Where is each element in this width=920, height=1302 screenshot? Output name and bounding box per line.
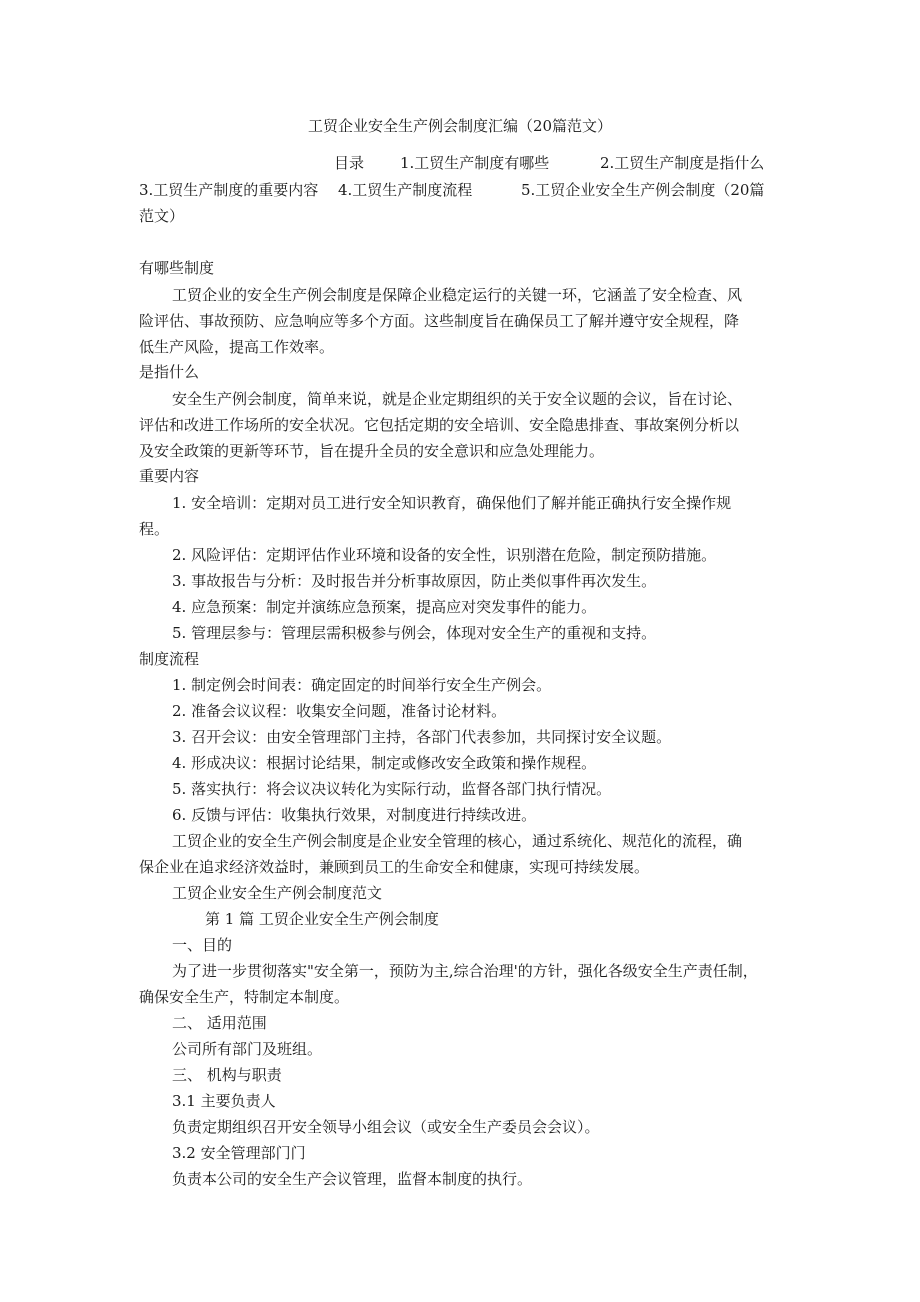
list-item: 5. 落实执行：将会议决议转化为实际行动，监督各部门执行情况。: [172, 780, 612, 798]
toc-item-2[interactable]: 2.工贸生产制度是指什么: [600, 154, 765, 172]
list-item: 1. 安全培训：定期对员工进行安全知识教育，确保他们了解并能正确执行安全操作规: [172, 494, 732, 512]
paragraph-line: 负责本公司的安全生产会议管理，监督本制度的执行。: [172, 1170, 533, 1188]
section-heading: 重要内容: [139, 467, 200, 485]
paragraph-line: 确保安全生产，特制定本制度。: [139, 988, 350, 1006]
list-item: 4. 形成决议：根据讨论结果，制定或修改安全政策和操作规程。: [172, 754, 597, 772]
paragraph-line: 低生产风险，提高工作效率。: [139, 338, 335, 356]
example-heading: 工贸企业安全生产例会制度范文: [172, 884, 383, 902]
list-item: 2. 准备会议议程：收集安全问题，准备讨论材料。: [172, 702, 507, 720]
paragraph-line: 公司所有部门及班组。: [172, 1040, 323, 1058]
list-item: 6. 反馈与评估：收集执行效果，对制度进行持续改进。: [172, 806, 537, 824]
paragraph-line: 险评估、事故预防、应急响应等多个方面。这些制度旨在确保员工了解并遵守安全规程，降: [139, 312, 740, 330]
list-item: 4. 应急预案：制定并演练应急预案，提高应对突发事件的能力。: [172, 598, 597, 616]
list-item: 2. 风险评估：定期评估作业环境和设备的安全性，识别潜在危险，制定预防措施。: [172, 546, 717, 564]
list-item: 1. 制定例会时间表：确定固定的时间举行安全生产例会。: [172, 676, 552, 694]
toc-item-3[interactable]: 3.工贸生产制度的重要内容: [139, 181, 319, 199]
paragraph-line: 为了进一步贯彻落实"安全第一，预防为主,综合治理'的方针，强化各级安全生产责任制，: [172, 962, 758, 980]
toc-item-1[interactable]: 1.工贸生产制度有哪些: [400, 154, 550, 172]
document-title: 工贸企业安全生产例会制度汇编（20篇范文）: [307, 117, 613, 135]
paragraph-line: 评估和改进工作场所的安全状况。它包括定期的安全培训、安全隐患排查、事故案例分析以: [139, 416, 740, 434]
toc-label: 目录: [334, 154, 365, 172]
article-title: 第 1 篇 工贸企业安全生产例会制度: [205, 910, 439, 928]
subsection-title: 3.1 主要负责人: [172, 1092, 276, 1110]
subsection-title: 二、 适用范围: [172, 1014, 267, 1032]
list-item: 5. 管理层参与：管理层需积极参与例会，体现对安全生产的重视和支持。: [172, 624, 657, 642]
paragraph-line: 工贸企业的安全生产例会制度是保障企业稳定运行的关键一环，它涵盖了安全检查、风: [172, 286, 743, 304]
section-heading: 是指什么: [139, 363, 200, 381]
list-item: 3. 召开会议：由安全管理部门主持，各部门代表参加，共同探讨安全议题。: [172, 728, 672, 746]
toc-item-5-cont[interactable]: 范文）: [139, 207, 185, 225]
paragraph-line: 工贸企业的安全生产例会制度是企业安全管理的核心，通过系统化、规范化的流程，确: [172, 832, 743, 850]
subsection-title: 一、目的: [172, 936, 233, 954]
section-heading: 有哪些制度: [139, 259, 215, 277]
section-heading: 制度流程: [139, 650, 200, 668]
paragraph-line: 负责定期组织召开安全领导小组会议（或安全生产委员会会议）。: [172, 1118, 600, 1136]
subsection-title: 3.2 安全管理部门门: [172, 1144, 306, 1162]
list-item-cont: 程。: [139, 520, 170, 538]
toc-item-5[interactable]: 5.工贸企业安全生产例会制度（20篇: [521, 181, 765, 199]
paragraph-line: 及安全政策的更新等环节，旨在提升全员的安全意识和应急处理能力。: [139, 442, 605, 460]
paragraph-line: 保企业在追求经济效益时，兼顾到员工的生命安全和健康，实现可持续发展。: [139, 858, 650, 876]
paragraph-line: 安全生产例会制度，简单来说，就是企业定期组织的关于安全议题的会议，旨在讨论、: [172, 390, 743, 408]
toc-item-4[interactable]: 4.工贸生产制度流程: [338, 181, 473, 199]
list-item: 3. 事故报告与分析：及时报告并分析事故原因，防止类似事件再次发生。: [172, 572, 657, 590]
subsection-title: 三、 机构与职责: [172, 1066, 282, 1084]
